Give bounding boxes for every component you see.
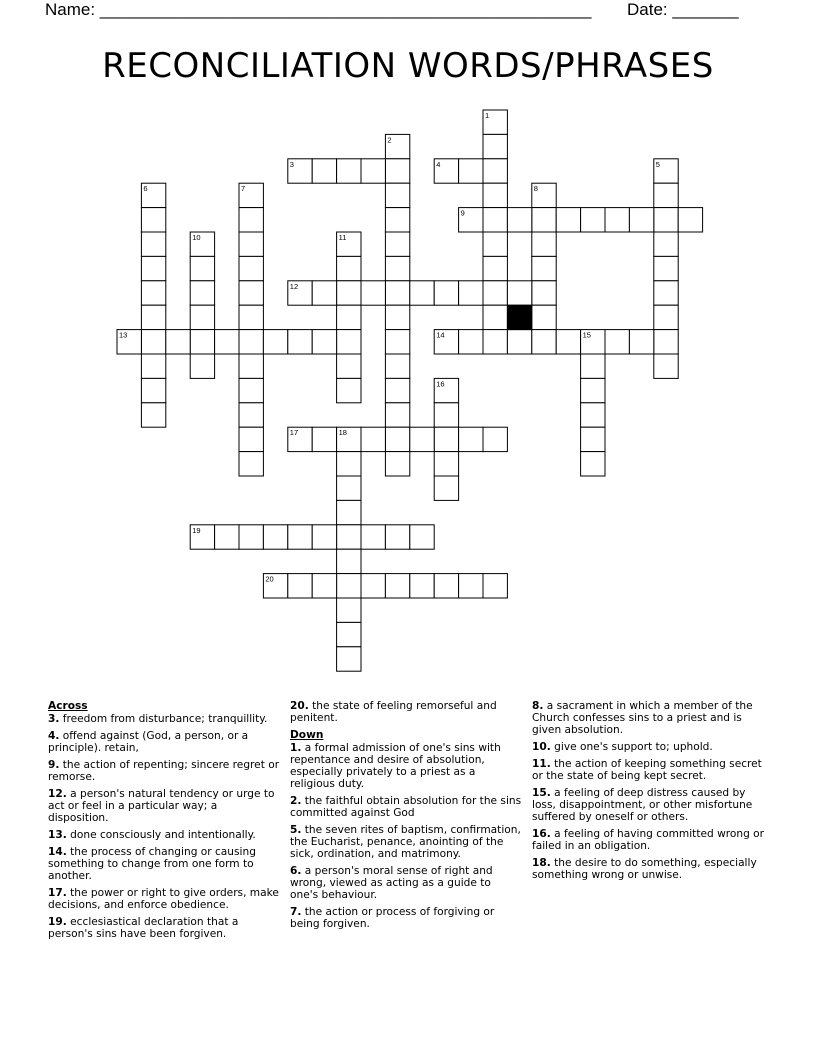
grid-cell[interactable] [581, 427, 605, 451]
cell-number: 9 [460, 208, 465, 218]
grid-cell[interactable] [166, 330, 190, 354]
clue-down-6: 6. a person's moral sense of right and wrong, viewed as acting as a guide to one's behaviour. [290, 865, 493, 901]
grid-cell[interactable] [337, 378, 361, 402]
grid-cell[interactable] [483, 427, 507, 451]
clue-across-19: 19. ecclesiastical declaration that a person's sins have been forgiven. [48, 916, 239, 940]
grid-cell[interactable] [239, 281, 263, 305]
grid-cell[interactable] [532, 330, 556, 354]
grid-cell[interactable] [654, 330, 678, 354]
grid-cell[interactable] [532, 232, 556, 256]
cell-number: 8 [533, 184, 538, 194]
grid-cell[interactable] [581, 452, 605, 476]
grid-cell[interactable] [141, 232, 165, 256]
grid-cell[interactable] [459, 330, 483, 354]
grid-cell[interactable] [190, 281, 214, 305]
grid-cell[interactable] [141, 330, 165, 354]
grid-cell[interactable] [190, 354, 214, 378]
grid-cell[interactable] [410, 574, 434, 598]
grid-cell[interactable] [483, 574, 507, 598]
clue-across-13: 13. done consciously and intentionally. [48, 829, 256, 841]
grid-cell[interactable] [239, 354, 263, 378]
date-line: Date: _______ [627, 0, 739, 19]
grid-cell[interactable] [263, 330, 287, 354]
grid-cell[interactable] [141, 354, 165, 378]
grid-cell[interactable] [361, 159, 385, 183]
grid-cell[interactable] [337, 354, 361, 378]
grid-cell[interactable] [654, 281, 678, 305]
cell-number: 10 [192, 233, 201, 242]
name-line: Name: ____________________________________________________ [45, 0, 592, 19]
grid-cell[interactable] [532, 208, 556, 232]
grid-cell[interactable] [434, 281, 458, 305]
grid-cell[interactable] [239, 232, 263, 256]
grid-cell[interactable] [312, 159, 336, 183]
grid-cell[interactable] [239, 378, 263, 402]
grid-cell[interactable] [483, 256, 507, 280]
grid-cell[interactable] [288, 574, 312, 598]
clue-across-4: 4. offend against (God, a person, or a principle). retain, [48, 730, 249, 754]
clue-across-9: 9. the action of repenting; sincere regret or remorse. [48, 759, 280, 783]
cell-number: 13 [119, 330, 128, 340]
grid-cell[interactable] [629, 330, 653, 354]
cell-number: 2 [387, 135, 392, 145]
grid-cell[interactable] [483, 330, 507, 354]
grid-cell[interactable] [434, 452, 458, 476]
grid-cell[interactable] [385, 183, 409, 207]
cell-number: 7 [241, 184, 246, 194]
clues-column-1 [48, 700, 280, 945]
grid-cell[interactable] [337, 159, 361, 183]
grid-cell[interactable] [605, 208, 629, 232]
grid-cell[interactable] [581, 403, 605, 427]
clue-across-20: 20. the state of feeling remorseful and penitent. [290, 700, 497, 724]
grid-cell[interactable] [288, 330, 312, 354]
grid-cell[interactable] [385, 256, 409, 280]
cell-number: 19 [192, 525, 201, 535]
grid-cell[interactable] [385, 378, 409, 402]
grid-cell[interactable] [239, 427, 263, 451]
grid-cell[interactable] [337, 476, 361, 500]
grid-cell[interactable] [337, 525, 361, 549]
grid-cell[interactable] [263, 525, 287, 549]
grid-cell[interactable] [385, 525, 409, 549]
grid-cell[interactable] [239, 256, 263, 280]
grid-cell[interactable] [312, 427, 336, 451]
grid-cell[interactable] [556, 330, 580, 354]
grid-cell[interactable] [239, 452, 263, 476]
clue-down-5: 5. the seven rites of baptism, confirmation, the Eucharist, penance, anointing of the sick, ordination, and matrimony. [290, 824, 521, 860]
grid-cell[interactable] [507, 208, 531, 232]
grid-cell[interactable] [483, 134, 507, 158]
grid-cell[interactable] [141, 208, 165, 232]
grid-cell[interactable] [337, 281, 361, 305]
grid-cell[interactable] [605, 330, 629, 354]
grid-cell[interactable] [459, 427, 483, 451]
grid-cell[interactable] [312, 525, 336, 549]
grid-cell[interactable] [410, 281, 434, 305]
grid-cell[interactable] [337, 330, 361, 354]
cell-number: 14 [436, 330, 445, 340]
grid-cell[interactable] [239, 208, 263, 232]
clue-across-17: 17. the power or right to give orders, make decisions, and enforce obedience. [48, 887, 279, 911]
grid-cell[interactable] [141, 281, 165, 305]
grid-cell[interactable] [434, 427, 458, 451]
clue-down-18: 18. the desire to do something, especially something wrong or unwise. [532, 857, 757, 881]
grid-cell[interactable] [239, 330, 263, 354]
cell-number: 12 [289, 281, 299, 291]
clue-down-11: 11. the action of keeping something secret or the state of being kept secret. [532, 758, 762, 782]
grid-cell[interactable] [337, 647, 361, 671]
clue-down-2: 2. the faithful obtain absolution for the sins committed against God [290, 795, 522, 819]
grid-cell[interactable] [361, 525, 385, 549]
grid-cell[interactable] [678, 208, 702, 232]
grid-cell[interactable] [581, 208, 605, 232]
grid-cell[interactable] [532, 305, 556, 329]
cell-number: 1 [485, 111, 490, 120]
cell-number: 11 [338, 233, 347, 242]
clue-down-15: 15. a feeling of deep distress caused by loss, disappointment, or other misfortune suffered by oneself or others. [532, 787, 753, 823]
grid-cell[interactable] [190, 305, 214, 329]
grid-cell[interactable] [385, 281, 409, 305]
grid-cell[interactable] [483, 232, 507, 256]
clue-down-7: 7. the action or process of forgiving or being forgiven. [290, 906, 495, 930]
cell-number: 4 [436, 159, 441, 169]
cell-number: 16 [436, 379, 445, 389]
clue-across-12: 12. a person's natural tendency or urge to act or feel in a particular way; a disposition. [48, 788, 275, 824]
clue-across-14: 14. the process of changing or causing something to change from one form to another. [48, 846, 256, 882]
grid-cell[interactable] [288, 525, 312, 549]
grid-cell[interactable] [239, 403, 263, 427]
grid-cell[interactable] [141, 256, 165, 280]
grid-cell[interactable] [385, 159, 409, 183]
grid-cell[interactable] [337, 452, 361, 476]
clue-down-1: 1. a formal admission of one's sins with repentance and desire of absolution, especially privately to a priest as a religious duty. [290, 742, 501, 790]
grid-cell[interactable] [654, 305, 678, 329]
grid-cell[interactable] [385, 208, 409, 232]
grid-cell[interactable] [385, 452, 409, 476]
grid-cell[interactable] [507, 330, 531, 354]
grid-cell[interactable] [556, 208, 580, 232]
grid-cell[interactable] [190, 256, 214, 280]
cell-number: 5 [655, 159, 660, 169]
grid-cell[interactable] [410, 525, 434, 549]
grid-cell[interactable] [337, 256, 361, 280]
grid-cell[interactable] [141, 403, 165, 427]
grid-cell[interactable] [434, 574, 458, 598]
grid-cell[interactable] [434, 476, 458, 500]
cell-number: 20 [265, 574, 274, 584]
grid-cell[interactable] [190, 330, 214, 354]
cell-number: 15 [582, 330, 591, 340]
clue-down-10: 10. give one's support to; uphold. [532, 741, 713, 753]
grid-cell[interactable] [581, 378, 605, 402]
grid-cell[interactable] [312, 330, 336, 354]
grid-cell[interactable] [483, 159, 507, 183]
grid-cell[interactable] [337, 549, 361, 573]
grid-cell[interactable] [459, 574, 483, 598]
grid-cell[interactable] [459, 159, 483, 183]
grid-cell[interactable] [337, 622, 361, 646]
grid-cell[interactable] [215, 525, 239, 549]
grid-cell[interactable] [654, 208, 678, 232]
clues-column-2 [290, 700, 522, 935]
grid-cell[interactable] [385, 330, 409, 354]
grid-cell[interactable] [654, 354, 678, 378]
grid-cell[interactable] [239, 305, 263, 329]
grid-cell[interactable] [312, 281, 336, 305]
cell-number: 18 [338, 428, 347, 438]
grid-cell[interactable] [483, 281, 507, 305]
cell-number: 3 [289, 159, 294, 169]
grid-cell[interactable] [581, 354, 605, 378]
cell-number: 6 [143, 184, 148, 194]
clue-down-8: 8. a sacrament in which a member of the Church confesses sins to a priest and is given absolution. [532, 700, 753, 736]
grid-cell[interactable] [361, 574, 385, 598]
grid-cell[interactable] [654, 232, 678, 256]
grid-cell[interactable] [141, 305, 165, 329]
grid-cell[interactable] [239, 525, 263, 549]
grid-cell[interactable] [483, 208, 507, 232]
grid-cell[interactable] [337, 598, 361, 622]
cell-number: 17 [289, 428, 299, 438]
across-heading: Across [48, 700, 88, 712]
grid-cell[interactable] [629, 208, 653, 232]
grid-cell[interactable] [337, 500, 361, 524]
grid-cell[interactable] [654, 256, 678, 280]
grid-cell[interactable] [361, 281, 385, 305]
grid-cell[interactable] [385, 427, 409, 451]
grid-cell[interactable] [532, 281, 556, 305]
grid-cell[interactable] [434, 403, 458, 427]
grid-cell[interactable] [410, 427, 434, 451]
grid-cell[interactable] [385, 305, 409, 329]
page-title: RECONCILIATION WORDS/PHRASES [102, 46, 714, 86]
down-heading: Down [290, 729, 324, 741]
grid-cell[interactable] [385, 403, 409, 427]
grid-cell[interactable] [483, 183, 507, 207]
clue-across-3: 3. freedom from disturbance; tranquillity. [48, 713, 268, 725]
grid-cell[interactable] [141, 378, 165, 402]
black-square [507, 305, 531, 329]
grid-cell[interactable] [312, 574, 336, 598]
grid-cell[interactable] [483, 305, 507, 329]
grid-cell[interactable] [532, 256, 556, 280]
grid-cell[interactable] [337, 574, 361, 598]
grid-cell[interactable] [385, 232, 409, 256]
grid-cell[interactable] [385, 574, 409, 598]
grid-cell[interactable] [337, 305, 361, 329]
grid-cell[interactable] [385, 354, 409, 378]
grid-cell[interactable] [507, 281, 531, 305]
clues-column-3 [532, 700, 772, 886]
grid-cell[interactable] [654, 183, 678, 207]
clue-down-16: 16. a feeling of having committed wrong or failed in an obligation. [532, 828, 764, 852]
grid-cell[interactable] [361, 427, 385, 451]
grid-cell[interactable] [459, 281, 483, 305]
grid-cell[interactable] [215, 330, 239, 354]
